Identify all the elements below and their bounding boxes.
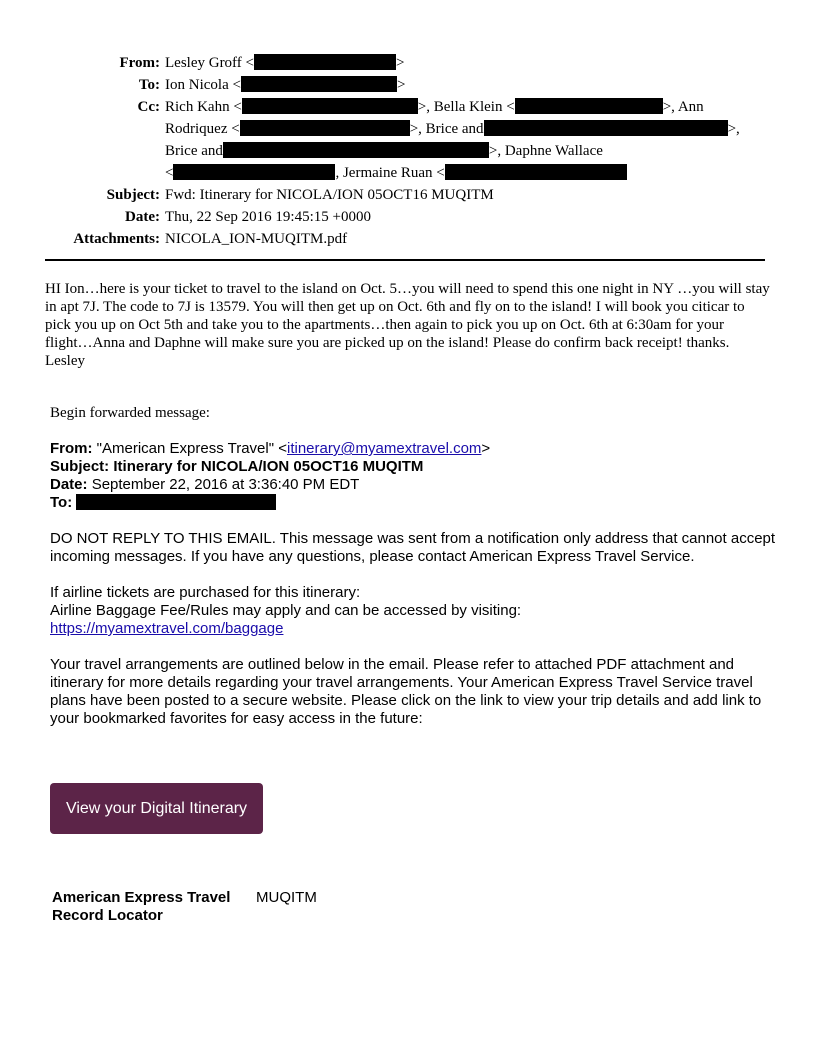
record-label-line2: Record Locator <box>52 907 163 924</box>
fwd-from-label: From: <box>50 440 93 457</box>
fwd-subject-value: Itinerary for NICOLA/ION 05OCT16 MUQITM <box>113 458 424 475</box>
header-divider <box>45 259 765 261</box>
airline-baggage-info: If airline tickets are purchased for this itinerary: Airline Baggage Fee/Rules may apply and can be accessed by visiting: https://myamextravel.com/baggage <box>50 584 522 637</box>
redaction-box <box>241 76 397 92</box>
fwd-subject-label: Subject: <box>50 458 110 475</box>
fwd-to-row <box>50 494 780 512</box>
forwarded-message <box>50 440 780 746</box>
no-reply-notice: DO NOT REPLY TO THIS EMAIL. This message was sent from a notification only address that cannot accept incoming messages. If you have any questions, please contact American Express Travel Service. <box>50 530 776 565</box>
redaction-box <box>240 120 410 136</box>
fwd-date-value: September 22, 2016 at 3:36:40 PM EDT <box>91 476 360 493</box>
record-locator-value: MUQITM <box>256 889 317 906</box>
baggage-link[interactable]: https://myamextravel.com/baggage <box>50 620 284 637</box>
view-digital-itinerary-button[interactable]: View your Digital Itinerary <box>50 783 263 834</box>
redaction-box <box>484 120 728 136</box>
redaction-box <box>254 54 396 70</box>
redaction-box <box>515 98 663 114</box>
fwd-from-row: From: "American Express Travel" <itinerary@myamextravel.com> <box>50 440 491 457</box>
fwd-subject-row <box>50 458 780 476</box>
forwarded-begin: Begin forwarded message: <box>50 405 210 421</box>
intro-message: HI Ion…here is your ticket to travel to the island on Oct. 5…you will need to spend this one night in NY …you will stay in apt 7J. The code to 7J is 13579. You will then get up on Oct. 6th and fly on to the island! I will book you citicar to pick you up on Oct 5th and take you to the apartments…then again to pick you up on Oct. 6th at 6:30am for your flight…Anna and Daphne will make sure you are picked up on the island! Please do confirm back receipt! thanks. Lesley <box>45 281 770 369</box>
record-locator <box>52 889 317 925</box>
fwd-to-label: To: <box>50 494 73 511</box>
cc-row: Cc: Rich Kahn < >, Bella Klein < >, Ann Rodriquez < >, Brice and >, Brice and >, Daphne Wallace < , Jermaine Ruan < <box>0 96 816 184</box>
from-label: From: <box>119 55 160 71</box>
to-label: To: <box>138 77 160 93</box>
fwd-date-row <box>50 476 780 494</box>
date-label: Date: <box>125 209 160 225</box>
attachments-row <box>0 228 816 250</box>
cc-label: Cc: <box>137 99 160 115</box>
redaction-box <box>445 164 627 180</box>
date-row <box>0 206 816 228</box>
from-name: Lesley Groff < <box>165 55 254 71</box>
redaction-box <box>173 164 335 180</box>
arrangements-text: Your travel arrangements are outlined below in the email. Please refer to attached PDF attachment and itinerary for more details regarding your travel arrangements. Your American Express Travel Service travel plans have been posted to a secure website. Please click on the link to view your trip details and add link to your bookmarked favorites for easy access in the future: <box>50 656 762 727</box>
subject-row <box>0 184 816 206</box>
fwd-from-email-link[interactable]: itinerary@myamextravel.com <box>286 440 482 457</box>
redaction-box <box>76 494 276 510</box>
attachment-file[interactable]: NICOLA_ION-MUQITM.pdf <box>165 231 348 247</box>
to-name: Ion Nicola < <box>165 77 241 93</box>
email-header <box>0 52 816 250</box>
redaction-box <box>223 142 489 158</box>
subject-value: Fwd: Itinerary for NICOLA/ION 05OCT16 MUQITM <box>165 187 494 203</box>
date-value: Thu, 22 Sep 2016 19:45:15 +0000 <box>165 209 371 225</box>
fwd-date-label: Date: <box>50 476 88 493</box>
record-label-line1: American Express Travel <box>52 889 231 906</box>
subject-label: Subject: <box>106 187 160 203</box>
attachments-label: Attachments: <box>73 231 160 247</box>
to-row: To: Ion Nicola < > <box>0 74 816 96</box>
from-row: From: Lesley Groff < > <box>0 52 816 74</box>
redaction-box <box>242 98 418 114</box>
